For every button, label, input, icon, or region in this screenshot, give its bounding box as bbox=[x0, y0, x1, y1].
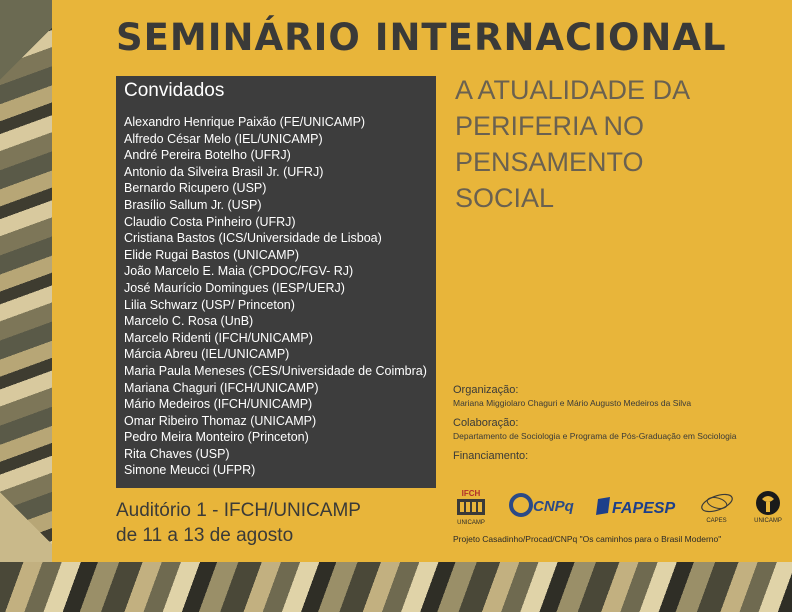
guests-box bbox=[116, 76, 436, 488]
capes-logo bbox=[699, 489, 735, 524]
subtitle-line: SOCIAL bbox=[455, 183, 555, 213]
guest-name: Mariana Chaguri (IFCH/UNICAMP) bbox=[124, 380, 319, 395]
guests-heading: Convidados bbox=[124, 80, 225, 101]
guest-name: João Marcelo E. Maia (CPDOC/FGV- RJ) bbox=[124, 264, 354, 279]
guest-name: Márcia Abreu (IEL/UNICAMP) bbox=[124, 347, 290, 362]
venue-dates: de 11 a 13 de agosto bbox=[116, 525, 294, 546]
guest-name: Mário Medeiros (IFCH/UNICAMP) bbox=[124, 397, 313, 412]
guest-name: Lilia Schwarz (USP/ Princeton) bbox=[124, 297, 295, 312]
subtitle-line: PENSAMENTO bbox=[455, 147, 644, 177]
organizacao-label: Organização: bbox=[453, 384, 519, 396]
mosaic-decoration-left bbox=[0, 0, 52, 612]
guest-name: Rita Chaves (USP) bbox=[124, 446, 230, 461]
ifch-logo-text: IFCH bbox=[461, 488, 481, 498]
guest-name: Brasílio Sallum Jr. (USP) bbox=[124, 197, 262, 212]
colaboracao-text: Departamento de Sociologia e Programa de Pós-Graduação em Sociologia bbox=[453, 431, 737, 441]
venue-info bbox=[116, 498, 446, 548]
guest-list bbox=[124, 114, 436, 479]
unicamp-emblem-icon bbox=[753, 489, 783, 517]
guest-name: Marcelo C. Rosa (UnB) bbox=[124, 314, 254, 329]
poster-title: SEMINÁRIO INTERNACIONAL bbox=[116, 16, 727, 59]
guest-name: Cristiana Bastos (ICS/Universidade de Lisboa) bbox=[124, 231, 382, 246]
ifch-building-icon bbox=[453, 487, 489, 519]
capes-orbit-icon bbox=[699, 489, 735, 517]
guest-name: Marcelo Ridenti (IFCH/UNICAMP) bbox=[124, 330, 313, 345]
unicamp-logo bbox=[753, 489, 783, 524]
capes-logo-caption: CAPES bbox=[706, 517, 727, 524]
subtitle-line: PERIFERIA NO bbox=[455, 111, 645, 141]
guest-name: Omar Ribeiro Thomaz (UNICAMP) bbox=[124, 413, 317, 428]
organizacao-text: Mariana Miggiolaro Chaguri e Mário Augusto Medeiros da Silva bbox=[453, 398, 692, 408]
credits bbox=[453, 384, 783, 462]
guest-name: Maria Paula Meneses (CES/Universidade de Coimbra) bbox=[124, 363, 427, 378]
cnpq-logo bbox=[508, 491, 578, 521]
mosaic-decoration-bottom bbox=[0, 562, 792, 612]
financiamento-label: Financiamento: bbox=[453, 450, 529, 462]
venue-location: Auditório 1 - IFCH/UNICAMP bbox=[116, 500, 361, 521]
seminar-subtitle bbox=[455, 72, 785, 216]
unicamp-logo-caption: UNICAMP bbox=[754, 517, 782, 524]
ifch-logo-caption: UNICAMP bbox=[457, 519, 485, 526]
fapesp-logo-text: FAPESP bbox=[612, 500, 676, 517]
guest-name: Elide Rugai Bastos (UNICAMP) bbox=[124, 247, 300, 262]
guest-name: André Pereira Botelho (UFRJ) bbox=[124, 148, 291, 163]
fapesp-emblem-icon bbox=[596, 493, 680, 519]
guest-name: Simone Meucci (UFPR) bbox=[124, 463, 256, 478]
cnpq-logo-text: CNPq bbox=[532, 498, 574, 515]
guest-name: Pedro Meira Monteiro (Princeton) bbox=[124, 430, 309, 445]
guest-name: Alexandro Henrique Paixão (FE/UNICAMP) bbox=[124, 115, 366, 129]
guest-name: Claudio Costa Pinheiro (UFRJ) bbox=[124, 214, 296, 229]
guest-name: Antonio da Silveira Brasil Jr. (UFRJ) bbox=[124, 164, 324, 179]
cnpq-emblem-icon bbox=[508, 491, 578, 521]
guest-name: Bernardo Ricupero (USP) bbox=[124, 181, 267, 196]
colaboracao-label: Colaboração: bbox=[453, 417, 519, 429]
sponsor-logos bbox=[453, 482, 783, 530]
guest-name: Alfredo César Melo (IEL/UNICAMP) bbox=[124, 131, 323, 146]
ifch-logo bbox=[453, 487, 489, 526]
subtitle-line: A ATUALIDADE DA bbox=[455, 75, 691, 105]
project-note: Projeto Casadinho/Procad/CNPq "Os caminhos para o Brasil Moderno" bbox=[453, 534, 722, 544]
guest-name: José Maurício Domingues (IESP/UERJ) bbox=[124, 280, 345, 295]
fapesp-logo bbox=[596, 493, 680, 519]
